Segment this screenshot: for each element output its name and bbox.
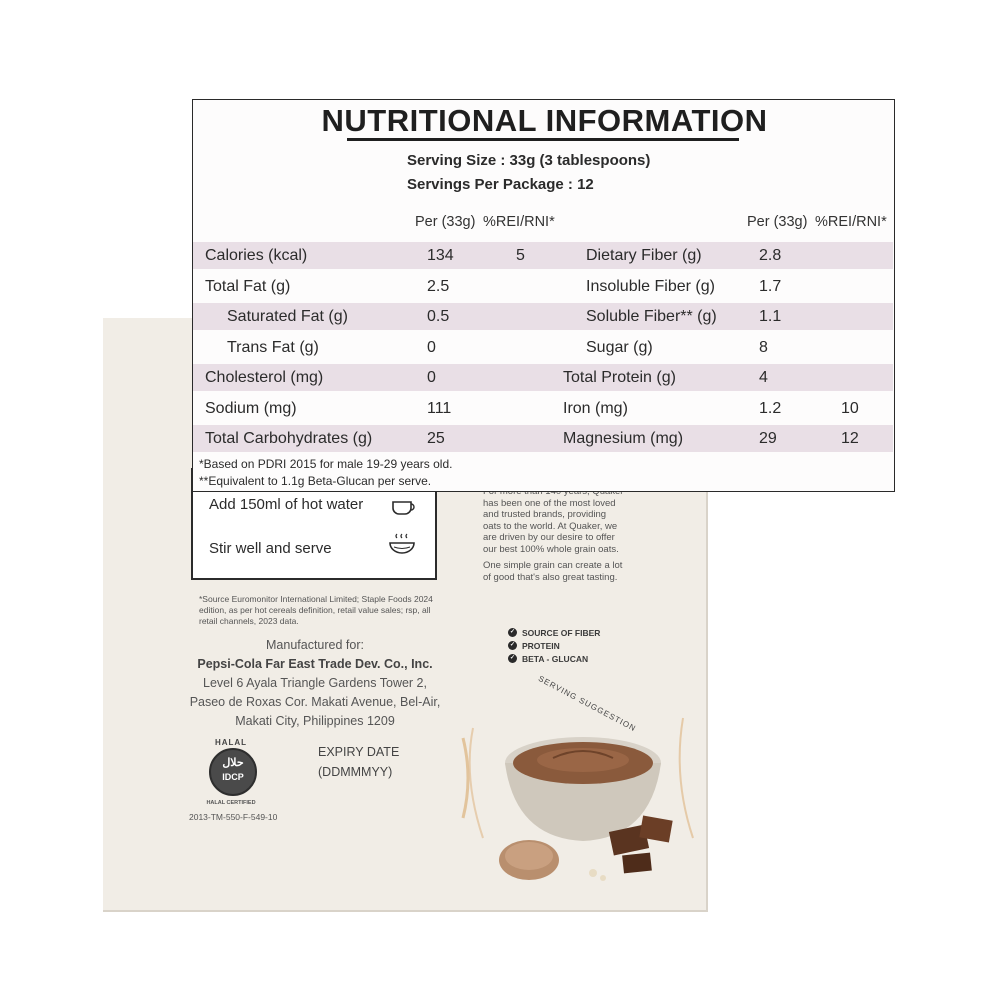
nutrient-label: Calories (kcal) <box>205 247 308 264</box>
nutrient-rei-value: 5 <box>516 247 525 264</box>
halal-certified-text: HALAL CERTIFIED <box>206 800 256 806</box>
source-note: *Source Euromonitor International Limited; Staple Foods 2024 edition, as per hot cereals definition, retail value sales; rsp, all retail channels, 2023 data. <box>199 594 433 626</box>
nutrient-label: Magnesium (mg) <box>563 430 684 447</box>
nutrient-rei-value: 10 <box>841 399 859 417</box>
nutrient-label: Saturated Fat (g) <box>227 308 348 325</box>
manufacturer-company: Pepsi-Cola Far East Trade Dev. Co., Inc. <box>197 657 433 671</box>
nutrient-label: Total Protein (g) <box>563 369 676 386</box>
nutrient-label: Cholesterol (mg) <box>205 369 324 386</box>
right-col-rei-header: %REI/RNI* <box>815 214 887 230</box>
halal-arabic-text: حلال <box>222 757 244 769</box>
prep-step-stir: Stir well and serve <box>209 540 332 557</box>
manufacturer-heading: Manufactured for: <box>266 638 364 652</box>
benefit-item: ✓ PROTEIN <box>509 640 560 651</box>
nutrient-label: Iron (mg) <box>563 399 628 417</box>
table-row <box>193 395 893 422</box>
brand-paragraph-2: One simple grain can create a lot of good that's also great tasting. <box>483 560 623 583</box>
expiry-label: EXPIRY DATE <box>318 745 400 759</box>
nutrient-label: Sodium (mg) <box>205 399 297 417</box>
footnote-pdri: *Based on PDRI 2015 for male 19-29 years old. <box>199 457 453 471</box>
hot-water-cup-icon <box>387 492 417 516</box>
left-col-per-header: Per (33g) <box>415 214 476 230</box>
check-icon: ✓ <box>509 655 516 661</box>
serving-size: Serving Size : 33g (3 tablespoons) <box>407 152 651 169</box>
nutrient-per-value: 2.8 <box>759 247 782 264</box>
left-col-rei-header: %REI/RNI* <box>483 214 555 230</box>
title-underline <box>347 138 739 141</box>
nutrient-per-value: 134 <box>427 247 454 264</box>
nutrient-per-value: 29 <box>759 430 777 447</box>
nutrient-label: Total Fat (g) <box>205 277 291 295</box>
nutrient-label: Dietary Fiber (g) <box>586 247 702 264</box>
halal-idcp-text: IDCP <box>222 772 244 782</box>
table-row <box>193 273 893 300</box>
nutrient-per-value: 8 <box>759 338 768 356</box>
serving-suggestion-label: SERVING SUGGESTION <box>536 674 638 734</box>
nutrient-label: Soluble Fiber** (g) <box>586 308 717 325</box>
nutrient-rei-value: 12 <box>841 430 859 447</box>
nutrient-label: Trans Fat (g) <box>227 338 319 356</box>
nutrient-per-value: 0 <box>427 338 436 356</box>
nutrient-per-value: 1.2 <box>759 399 782 417</box>
halal-logo-top-text: HALAL <box>214 738 248 747</box>
nutrient-label: Total Carbohydrates (g) <box>205 430 373 447</box>
nutrient-per-value: 111 <box>427 399 452 417</box>
benefit-item: ✓ SOURCE OF FIBER <box>509 627 601 638</box>
manufacturer-address-1: Level 6 Ayala Triangle Gardens Tower 2, <box>203 676 427 690</box>
check-icon: ✓ <box>509 629 516 635</box>
halal-code: 2013-TM-550-F-549-10 <box>189 812 278 822</box>
brand-paragraph-1: has been one of the most loved and trusted brands, providing oats to the world. At Quaker, we are driven by our desire to offer our best 100% whole grain oats. <box>483 497 619 555</box>
nutrient-per-value: 4 <box>759 369 768 386</box>
servings-per-package: Servings Per Package : 12 <box>407 176 594 193</box>
nutrient-per-value: 1.7 <box>759 277 782 295</box>
nutrient-label: Insoluble Fiber (g) <box>586 277 715 295</box>
manufacturer-address-2: Paseo de Roxas Cor. Makati Avenue, Bel-Air, <box>189 695 441 709</box>
nutrient-per-value: 0.5 <box>427 308 450 325</box>
nutrient-per-value: 2.5 <box>427 277 450 295</box>
expiry-format: (DDMMMYY) <box>318 765 393 779</box>
nutrient-label: Sugar (g) <box>586 338 653 356</box>
benefit-item: ✓ BETA - GLUCAN <box>509 653 589 664</box>
halal-seal-icon <box>209 748 257 796</box>
nutrition-facts-card <box>192 99 895 492</box>
expiry-block <box>318 742 399 782</box>
footnote-beta-glucan: **Equivalent to 1.1g Beta-Glucan per serve. <box>199 474 432 488</box>
nutrition-title: NUTRITIONAL INFORMATION <box>321 103 768 138</box>
nutrient-per-value: 25 <box>427 430 445 447</box>
prep-step-add-water: Add 150ml of hot water <box>209 496 364 513</box>
check-icon: ✓ <box>509 642 516 648</box>
benefits-list <box>508 626 600 665</box>
halal-logo <box>203 738 259 810</box>
nutrient-per-value: 1.1 <box>759 308 782 325</box>
right-col-per-header: Per (33g) <box>747 214 808 230</box>
brand-text-block <box>483 486 625 588</box>
nutrient-per-value: 0 <box>427 369 436 386</box>
manufacturer-block <box>185 636 445 731</box>
serving-suggestion-illustration <box>443 678 705 908</box>
manufacturer-address-3: Makati City, Philippines 1209 <box>235 714 395 728</box>
steaming-bowl-icon <box>387 532 417 556</box>
